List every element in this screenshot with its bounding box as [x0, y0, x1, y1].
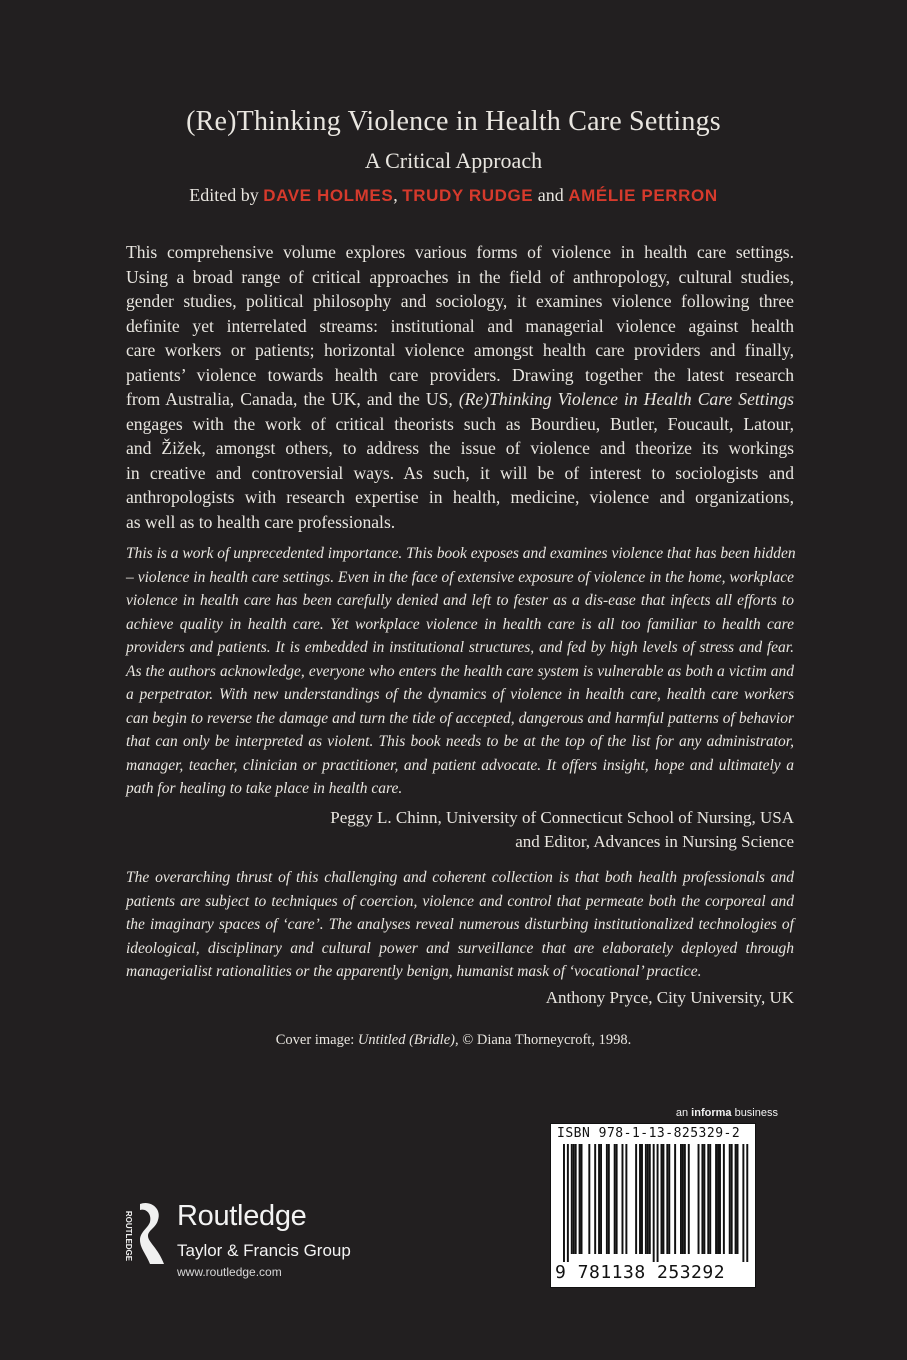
barcode-bar — [729, 1144, 731, 1254]
publisher-group: Taylor & Francis Group — [177, 1241, 351, 1260]
barcode-bar — [598, 1144, 600, 1254]
barcode-bar — [674, 1144, 676, 1254]
barcode-bar — [688, 1144, 690, 1254]
informa-word: informa — [691, 1107, 732, 1119]
barcode-bar — [625, 1144, 627, 1254]
review-attribution: and Editor, Advances in Nursing Science — [515, 832, 794, 851]
review-attribution: Anthony Pryce, City University, UK — [545, 988, 794, 1007]
review-line: – violence in health care settings. Even in the face of extensive exposure of violence in the home, workplace — [126, 568, 794, 586]
barcode-bar — [639, 1144, 641, 1254]
description-line: definite yet interrelated streams: institutional and managerial violence against health — [126, 315, 794, 336]
credit-work-title: Untitled (Bridle) — [357, 1032, 455, 1048]
barcode-bar — [701, 1144, 703, 1254]
barcode-bar — [588, 1144, 590, 1254]
description-line: anthropologists with research expertise in health, medicine, violence and organizations, — [126, 487, 794, 507]
review-attribution: Peggy L. Chinn, University of Connecticut School of Nursing, USA — [330, 808, 794, 827]
review-line: path for healing to take place in health care. — [126, 780, 403, 797]
review-line: managerialist rationalities or the apparently benign, humanist mask of ‘vocational’ practice. — [126, 963, 702, 980]
barcode-bar — [594, 1144, 596, 1254]
barcode-bar — [622, 1144, 624, 1254]
credit-prefix: Cover image: — [275, 1032, 358, 1048]
informa-tagline — [676, 1107, 778, 1119]
barcode-bar — [746, 1144, 748, 1262]
isbn-barcode — [550, 1123, 756, 1288]
barcode-bar — [645, 1144, 647, 1254]
barcode-bar — [641, 1144, 643, 1254]
description-line: in creative and controversial ways. As such, it will be of interest to sociologists and — [126, 462, 794, 483]
barcode-bar — [717, 1144, 719, 1254]
editor-separator: and — [537, 185, 564, 205]
barcode-bar — [579, 1144, 581, 1254]
barcode-bar — [737, 1144, 739, 1254]
barcode-bar — [600, 1144, 602, 1254]
publisher-name: Routledge — [177, 1200, 307, 1232]
description-line: This comprehensive volume explores various forms of violence in health care settings. — [126, 242, 794, 262]
barcode-bar — [575, 1144, 577, 1254]
review-line: ideological, disciplinary and cultural power and surveillance that are elaborately deployed through — [126, 939, 794, 957]
review-line: manager, teacher, clinician or practitioner, and patient advocate. It offers insight, hope and ultimately a — [126, 756, 794, 774]
barcode-bar — [571, 1144, 573, 1254]
review-line: a perpetrator. With new understandings of the dynamics of violence in health care, health care workers — [126, 686, 794, 703]
barcode-bar — [573, 1144, 575, 1254]
review-quote — [126, 866, 794, 984]
barcode-bars — [555, 1144, 751, 1262]
barcode-bar — [735, 1144, 737, 1254]
barcode-bar — [703, 1144, 705, 1254]
review-line: The overarching thrust of this challenging and coherent collection is that both health professionals and — [126, 869, 794, 886]
edited-by-label: Edited by — [189, 185, 259, 205]
ean-digits: 9 781138 253292 — [555, 1262, 726, 1283]
barcode-bar — [715, 1144, 717, 1254]
book-subtitle: A Critical Approach — [364, 148, 543, 173]
logo-vertical-text: ROUTLEDGE — [124, 1210, 133, 1262]
barcode-bar — [608, 1144, 610, 1254]
editors-line — [0, 181, 907, 210]
review-line: can begin to reverse the damage and turn the tide of accepted, dangerous and harmful patterns of behavior — [126, 709, 794, 727]
barcode-bar — [563, 1144, 565, 1262]
review-line: achieve quality in health care. Yet workplace violence in health care is all too familiar to health care — [126, 615, 794, 633]
barcode-bar — [662, 1144, 664, 1254]
description-line: and Žižek, amongst others, to address the issue of violence and theorize its workings — [126, 438, 794, 458]
cover-image-credit — [0, 1030, 907, 1050]
barcode-bar — [668, 1144, 670, 1254]
credit-suffix: , © Diana Thorneycroft, 1998. — [454, 1032, 632, 1048]
book-title-italic: (Re)Thinking Violence in Health Care Settings — [458, 389, 794, 409]
editor-name: TRUDY RUDGE — [402, 186, 534, 205]
barcode-bar — [647, 1144, 649, 1254]
barcode-bar — [649, 1144, 651, 1254]
review-quote — [126, 542, 794, 801]
description-line: from Australia, Canada, the UK, and the US, — [126, 389, 453, 409]
isbn-label: ISBN 978-1-13-825329-2 — [557, 1126, 741, 1141]
book-description — [126, 240, 794, 534]
publisher-url: www.routledge.com — [177, 1265, 282, 1279]
barcode-bar — [680, 1144, 682, 1254]
description-line: patients’ violence towards health care providers. Drawing together the latest research — [126, 364, 794, 385]
barcode-bar — [709, 1144, 711, 1254]
barcode-bar — [684, 1144, 686, 1254]
barcode-bar — [581, 1144, 583, 1254]
review-line: This is a work of unprecedented importance. This book exposes and examines violence that has been hidden — [126, 545, 796, 562]
description-line: care workers or patients; horizontal violence amongst health care providers and finally, — [126, 340, 794, 360]
barcode-bar — [719, 1144, 721, 1254]
informa-prefix: an — [675, 1107, 692, 1119]
review-line: providers and patients. It is embedded in institutional structures, and fed by high levels of stress and fear. — [126, 639, 794, 656]
barcode-bar — [666, 1144, 668, 1254]
book-title: (Re)Thinking Violence in Health Care Settings — [186, 106, 721, 137]
barcode-bar — [698, 1144, 700, 1254]
barcode-bar — [723, 1144, 725, 1254]
editor-separator: , — [393, 185, 398, 205]
editor-name: AMÉLIE PERRON — [568, 186, 718, 205]
review-line: the imaginary spaces of ‘care’. The analyses reveal numerous disturbing institutionalized technologies of — [126, 916, 794, 933]
barcode-bar — [742, 1144, 744, 1262]
barcode-bar — [606, 1144, 608, 1254]
barcode-bar — [707, 1144, 709, 1254]
review-line: that can only be interpreted as violent. This book needs to be at the top of the list for any administrator, — [126, 733, 794, 750]
review-line: patients are subject to techniques of coercion, violence and control that permeate both the corporeal and — [126, 892, 794, 910]
review-line: As the authors acknowledge, everyone who enters the health care system is vulnerable as both a victim and — [126, 662, 794, 680]
barcode-bar — [567, 1144, 569, 1262]
review-line: violence in health care has been carefully denied and left to fester as a dis-ease that infects all efforts to — [126, 592, 794, 609]
barcode-bar — [731, 1144, 733, 1254]
barcode-bar — [682, 1144, 684, 1254]
barcode-bar — [614, 1144, 616, 1254]
barcode-bar — [616, 1144, 618, 1254]
description-line: Using a broad range of critical approaches in the field of anthropology, cultural studies, — [126, 266, 794, 287]
editor-name: DAVE HOLMES — [263, 186, 394, 205]
informa-suffix: business — [731, 1107, 778, 1119]
barcode-bar — [635, 1144, 637, 1254]
routledge-logo-icon — [118, 1198, 168, 1268]
description-line: as well as to health care professionals. — [126, 511, 396, 532]
barcode-bar — [657, 1144, 659, 1262]
description-line: engages with the work of critical theorists such as Bourdieu, Butler, Foucault, Latour, — [126, 413, 794, 434]
barcode-bar — [653, 1144, 655, 1262]
description-line-with-title — [126, 387, 794, 412]
barcode-bar — [661, 1144, 663, 1254]
description-line: gender studies, political philosophy and sociology, it examines violence following three — [126, 291, 794, 311]
